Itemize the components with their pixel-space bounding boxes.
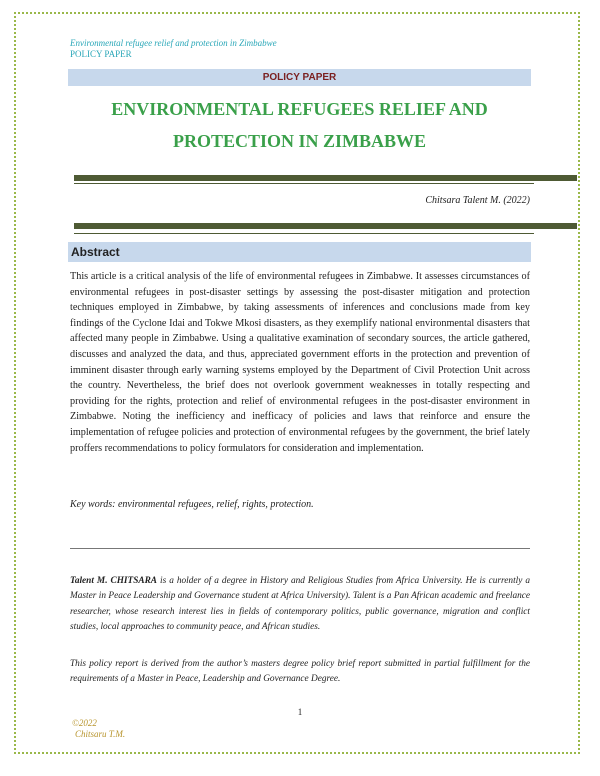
divider-bar-bottom xyxy=(74,223,577,229)
title-line-2: PROTECTION IN ZIMBABWE xyxy=(172,131,427,151)
footer-copyright: ©2022 xyxy=(72,718,97,728)
running-header-title: Environmental refugee relief and protection in Zimbabwe xyxy=(70,38,277,48)
author-line: Chitsara Talent M. (2022) xyxy=(425,195,530,206)
derivation-note: This policy report is derived from the author’s masters degree policy brief report submitted in partial fulfillment for the requirements of a Master in Peace, Leadership and Governance Degree. xyxy=(70,659,530,684)
divider-bar-top xyxy=(74,175,577,181)
footer-author: Chitsaru T.M. xyxy=(75,729,126,739)
author-bio-text: is a holder of a degree in History and Religious Studies from Africa University. He is currently a Master in Peace Leadership and Governance student at Africa University). Talent is a Pan African academic and freelance researcher, whose research interest lies in fields of contemporary politics, public governance, migration and conflict studies, local approaches to community peace, and African studies. xyxy=(70,576,531,633)
author-bio-name: Talent M. CHITSARA xyxy=(70,576,158,586)
abstract-heading: Abstract xyxy=(68,242,531,262)
title-line-1: ENVIRONMENTAL REFUGEES RELIEF AND xyxy=(111,99,488,119)
policy-paper-banner: POLICY PAPER xyxy=(68,69,531,86)
divider-line-bottom xyxy=(74,233,534,234)
page-title xyxy=(68,93,531,157)
keywords: Key words: environmental refugees, relief, rights, protection. xyxy=(70,499,314,510)
abstract-body: This article is a critical analysis of the life of environmental refugees in Zimbabwe. It assesses circumstances of environmental refugees in post-disaster settings by assessing the post-disaster mitigation and protection techniques employed in Zimbabwe, by taking assessments of inferences and conclusions made from key findings of the Cyclone Idai and Tokwe Mkosi disasters, as they exemplify national environmental disasters that affected many people in Zimbabwe. Using a qualitative examination of secondary sources, the article gathered, discusses and analyzed the data, and thus, appreciated government efforts in the protection and prevention of imminent disaster through early warning systems employed by the Department of Civil Protection Unit across the country. Nevertheless, the brief does not overlook government weaknesses in totally respecting and providing for the rights, protection and relief of environmental refugees in the post-disaster environment in Zimbabwe. Noting the inefficiency and inefficacy of policies and laws that reinforce and ensure the implementation of refugee policies and protection of environmental refugees by the government, the brief lately proffers recommendations to policy formulators for consideration and implementation. xyxy=(70,271,530,454)
running-header-doc-type: POLICY PAPER xyxy=(70,49,132,59)
divider-line-top xyxy=(74,183,534,184)
section-rule xyxy=(70,548,530,549)
author-bio xyxy=(70,574,530,636)
page-number: 1 xyxy=(297,707,303,717)
